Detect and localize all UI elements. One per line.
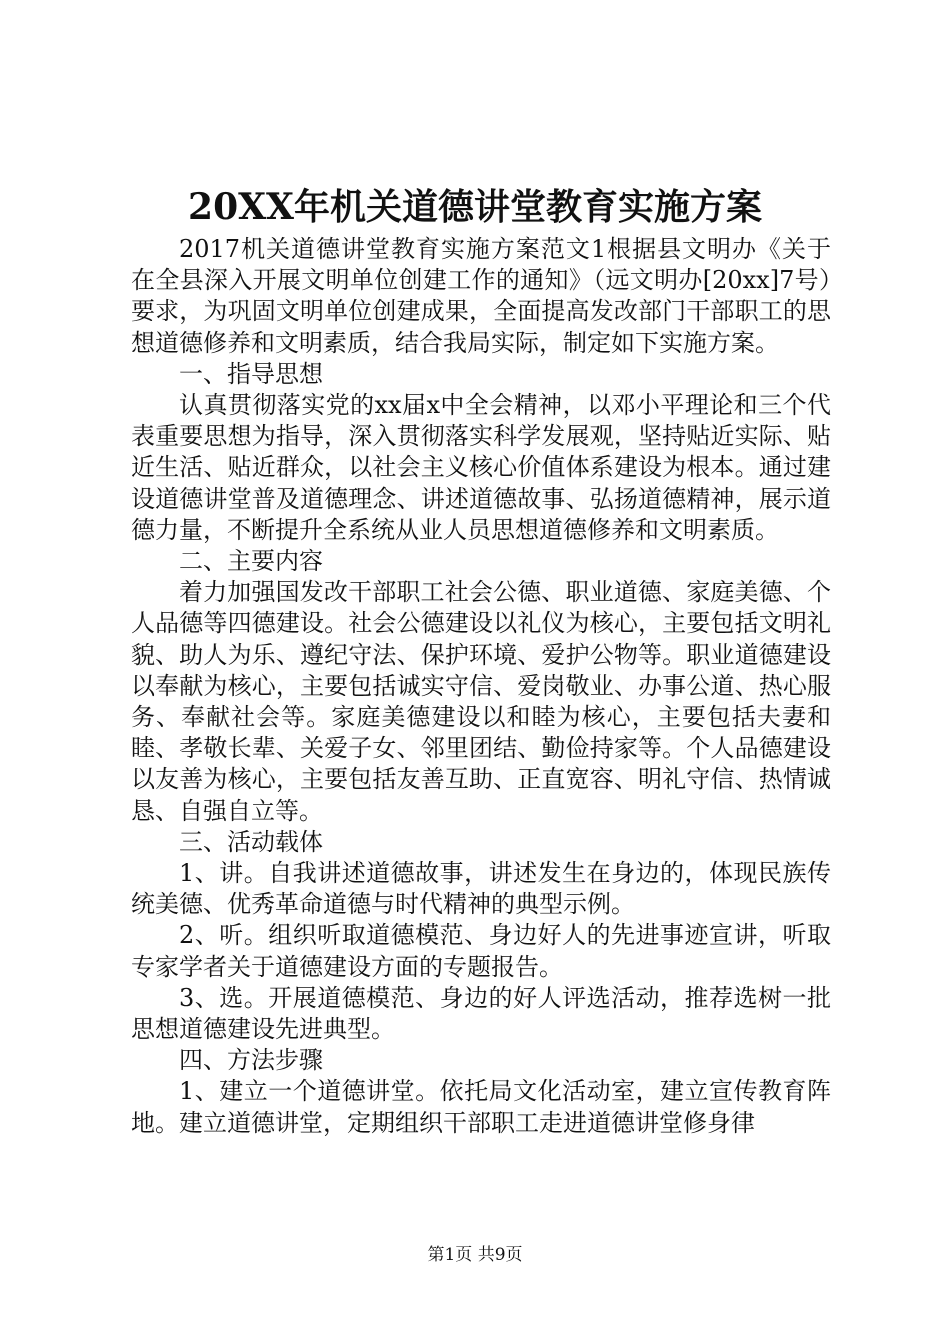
- section-heading-activity-carriers: 三、活动载体: [179, 827, 323, 856]
- paragraph-activity-select: 3、选。开展道德模范、身边的好人评选活动，推荐选树一批思想道德建设先进典型。: [131, 983, 831, 1044]
- section-heading-guiding-thought: 一、指导思想: [179, 359, 323, 388]
- paragraph-method-step-1: 1、建立一个道德讲堂。依托局文化活动室，建立宣传教育阵地。建立道德讲堂，定期组织干部职工走进道德讲堂修身律: [131, 1077, 831, 1137]
- document-title: 20XX年机关道德讲堂教育实施方案: [188, 186, 762, 228]
- paragraph-guiding-thought: 认真贯彻落实党的xx届x中全会精神，以邓小平理论和三个代表重要思想为指导，深入贯彻落实科学发展观，坚持贴近实际、贴近生活、贴近群众，以社会主义核心价值体系建设为根本。通过建设道德讲堂普及道德理念、讲述道德故事、弘扬道德精神，展示道德力量，不断提升全系统从业人员思想道德修养和文明素质。: [131, 391, 831, 544]
- paragraph-activity-speak: 1、讲。自我讲述道德故事，讲述发生在身边的，体现民族传统美德、优秀革命道德与时代精神的典型示例。: [131, 859, 831, 919]
- document-body: [131, 234, 831, 1139]
- paragraph-activity-listen: 2、听。组织听取道德模范、身边好人的先进事迹宣讲，听取专家学者关于道德建设方面的专题报告。: [131, 921, 831, 981]
- section-heading-method-steps: 四、方法步骤: [179, 1046, 323, 1075]
- paragraph-main-content: 着力加强国发改干部职工社会公德、职业道德、家庭美德、个人品德等四德建设。社会公德建设以礼仪为核心，主要包括文明礼貌、助人为乐、遵纪守法、保护环境、爱护公物等。职业道德建设以奉献为核心，主要包括诚实守信、爱岗敬业、办事公道、热心服务、奉献社会等。家庭美德建设以和睦为核心，主要包括夫妻和睦、孝敬长辈、关爱子女、邻里团结、勤俭持家等。个人品德建设以友善为核心，主要包括友善互助、正直宽容、明礼守信、热情诚恳、自强自立等。: [131, 578, 831, 825]
- paragraph-intro: 2017机关道德讲堂教育实施方案范文1根据县文明办《关于在全县深入开展文明单位创建工作的通知》（远文明办[20xx]7号）要求，为巩固文明单位创建成果，全面提高发改部门干部职工的思想道德修养和文明素质，结合我局实际，制定如下实施方案。: [131, 235, 831, 357]
- section-heading-main-content: 二、主要内容: [179, 547, 323, 576]
- page-number-footer: 第1页 共9页: [427, 1245, 523, 1265]
